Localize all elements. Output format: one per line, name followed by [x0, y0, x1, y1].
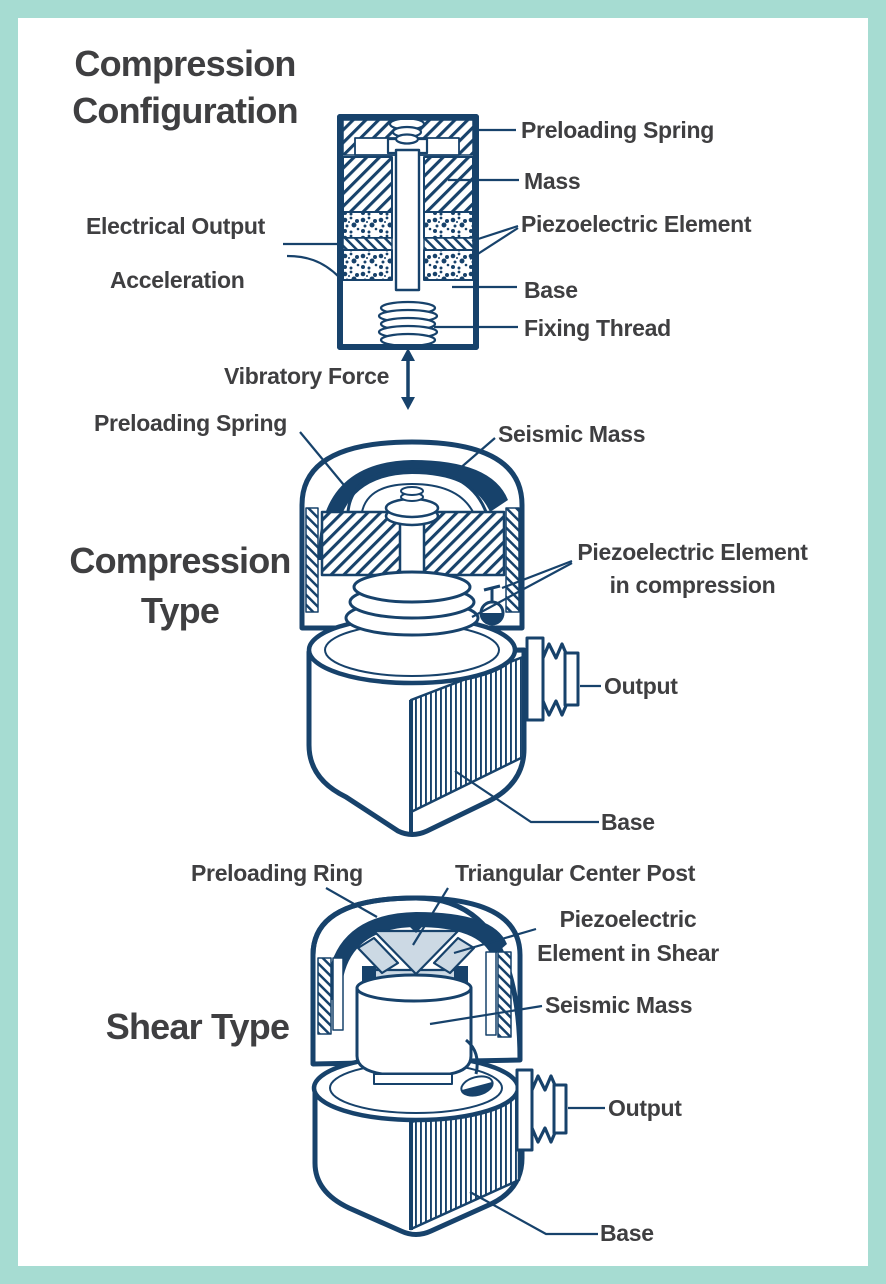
label-seismic-mass-compression-type: Seismic Mass	[498, 421, 646, 447]
label-preloading-ring: Preloading Ring	[191, 860, 363, 886]
label-vibratory-force: Vibratory Force	[224, 363, 390, 389]
label-electrical-output: Electrical Output	[86, 213, 265, 239]
label-base-compression-type: Base	[601, 809, 655, 835]
compression-type-device	[302, 442, 578, 835]
label-piezoelectric-element-in-shear: Piezoelectric Element in Shear	[537, 906, 719, 966]
label-piezoelectric-element-schematic: Piezoelectric Element	[521, 211, 752, 237]
section-title-compression-type: Compression Type	[69, 540, 291, 631]
compression-configuration-schematic	[340, 117, 476, 347]
label-piezoelectric-element-in-compression: Piezoelectric Element in compression	[577, 539, 808, 598]
vibratory-force-arrow	[401, 348, 415, 410]
label-seismic-mass-shear-type: Seismic Mass	[545, 992, 693, 1018]
section-title-shear-type: Shear Type	[105, 1006, 290, 1047]
label-base-shear-type: Base	[600, 1220, 654, 1246]
label-fixing-thread: Fixing Thread	[524, 315, 671, 341]
label-preloading-spring-compression-type: Preloading Spring	[94, 410, 287, 436]
label-output-compression-type: Output	[604, 673, 678, 699]
label-preloading-spring-schematic: Preloading Spring	[521, 117, 714, 143]
label-base-schematic: Base	[524, 277, 578, 303]
label-output-shear-type: Output	[608, 1095, 682, 1121]
label-triangular-center-post: Triangular Center Post	[455, 860, 696, 886]
section-title-compression-configuration: Compression Configuration	[72, 43, 298, 131]
label-acceleration: Acceleration	[110, 267, 245, 293]
label-mass: Mass	[524, 168, 581, 194]
